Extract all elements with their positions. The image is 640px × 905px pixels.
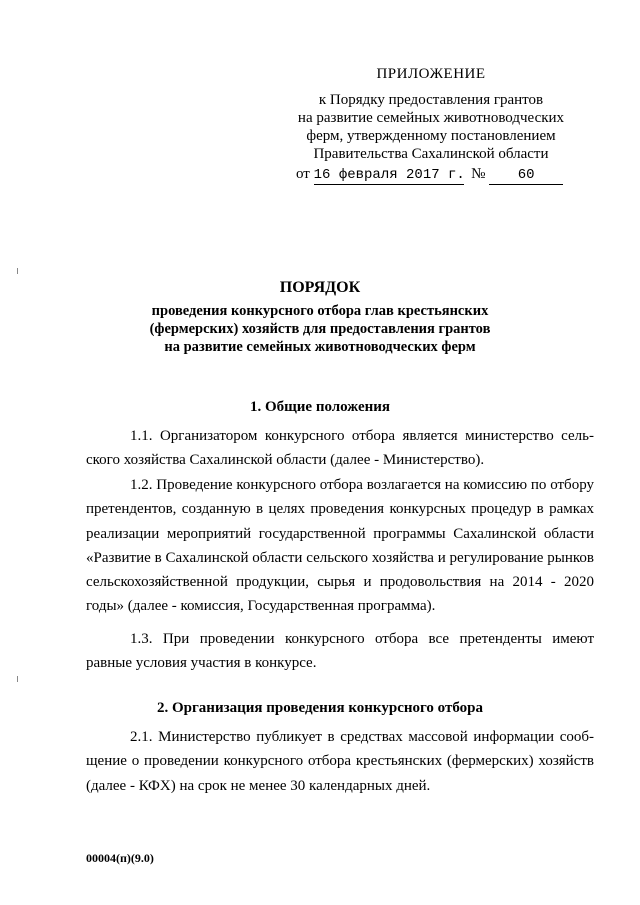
appendix-block	[270, 66, 592, 185]
document-code: 00004(п)(9.0)	[86, 851, 154, 865]
from-label: от	[296, 166, 310, 182]
section-heading: 2. Организация проведения конкурсного отбора	[156, 700, 483, 716]
appendix-line: к Порядку предоставления грантов	[318, 92, 544, 108]
subtitle-line: проведения конкурсного отбора глав крестьянских	[151, 303, 489, 319]
paragraph-1-1: 1.1. Организатором конкурсного отбора является министерство сельского хозяйства Сахалинской области (далее - Министерство).	[86, 428, 594, 469]
scan-mark	[17, 268, 18, 274]
section-heading: 1. Общие положения	[249, 399, 391, 415]
appendix-line: Правительства Сахалинской области	[313, 146, 549, 162]
document-title: ПОРЯДОК	[279, 279, 361, 296]
resolution-number: 60	[489, 166, 563, 185]
number-label: №	[471, 166, 486, 182]
resolution-details	[270, 165, 592, 185]
paragraph-1-2: 1.2. Проведение конкурсного отбора возлагается на комиссию по отбору претендентов, созданную в целях проведения конкурсных процедур в рамках реализации мероприятий государственной программы Сахалинской области «Развитие в Сахалинской области сельского хозяйства и регулирование рынков сельскохозяйственной продукции, сырья и продовольствия на 2014 - 2020 годы» (далее - комиссия, Государственная программа).	[86, 477, 594, 615]
scan-mark	[17, 676, 18, 682]
paragraph-1-3: 1.3. При проведении конкурсного отбора все претенденты имеют равные условия участия в конкурсе.	[86, 631, 594, 672]
paragraph-2-1: 2.1. Министерство публикует в средствах массовой информации сообщение о проведении конкурсного отбора крестьянских (фермерских) хозяйств (далее - КФХ) на срок не менее 30 календарных дней.	[86, 729, 594, 794]
appendix-line: на развитие семейных животноводческих	[297, 110, 565, 126]
subtitle-line: (фермерских) хозяйств для предоставления грантов	[149, 321, 491, 337]
appendix-title: ПРИЛОЖЕНИЕ	[376, 66, 486, 82]
subtitle-line: на развитие семейных животноводческих ферм	[164, 339, 476, 355]
appendix-line: ферм, утвержденному постановлением	[306, 128, 556, 144]
document-subtitle	[0, 302, 640, 356]
resolution-date: 16 февраля 2017 г.	[313, 167, 465, 183]
